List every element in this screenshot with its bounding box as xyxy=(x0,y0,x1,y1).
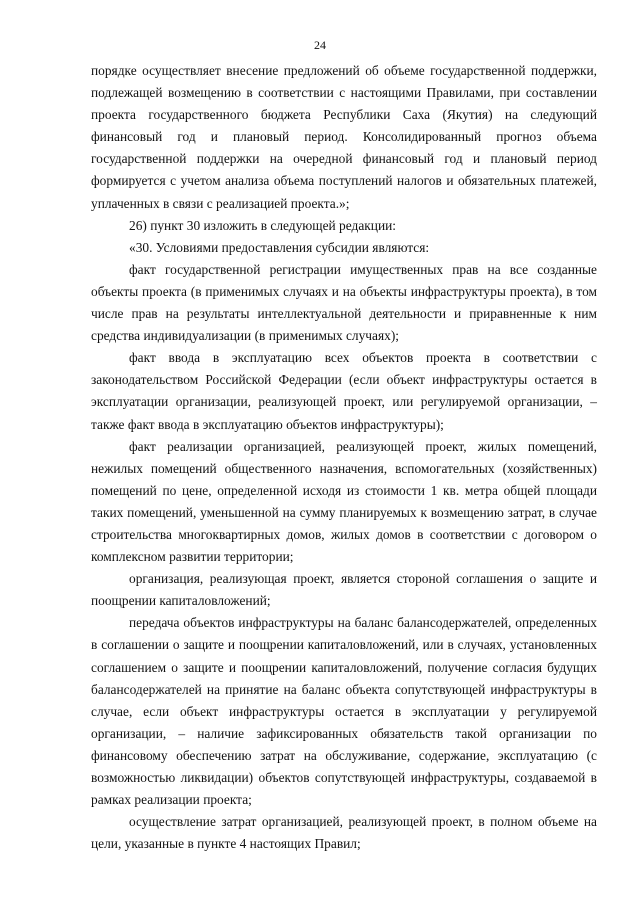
document-body xyxy=(91,60,597,855)
paragraph-3: «30. Условиями предоставления субсидии являются: xyxy=(129,239,430,255)
page-number: 24 xyxy=(314,38,326,52)
paragraph-7: организация, реализующая проект, является стороной соглашения о защите и поощрении капиталовложений; xyxy=(91,571,597,609)
paragraph-8: передача объектов инфраструктуры на баланс балансодержателей, определенных в соглашении о защите и поощрении капиталовложений, или в случаях, установленных соглашением о защите и поощрении капиталовложений, получение согласия будущих балансодержателей на принятие на баланс объекта сопутствующей инфраструктуры в случае, если объект инфраструктуры остается в эксплуатации у регулируемой организации, – наличие зафиксированных обязательств такой организации по финансовому обеспечению затрат на обслуживание, содержание, эксплуатацию (с возможностью ликвидации) объектов сопутствующей инфраструктуры, создаваемой в рамках реализации проекта; xyxy=(91,615,597,808)
paragraph-5: факт ввода в эксплуатацию всех объектов проекта в соответствии с законодательством Российской Федерации (если объект инфраструктуры остается в эксплуатации организации, реализующей проект, или регулируемой организации, – также факт ввода в эксплуатацию объектов инфраструктуры); xyxy=(91,350,597,432)
paragraph-4: факт государственной регистрации имущественных прав на все созданные объекты проекта (в применимых случаях и на объекты инфраструктуры проекта), в том числе прав на результаты интеллектуальной деятельности и приравненные к ним средства индивидуализации (в применимых случаях); xyxy=(91,261,597,344)
paragraph-9: осуществление затрат организацией, реализующей проект, в полном объеме на цели, указанные в пункте 4 настоящих Правил; xyxy=(91,814,597,852)
paragraph-6: факт реализации организацией, реализующей проект, жилых помещений, нежилых помещений общественного назначения, вспомогательных (хозяйственных) помещений по цене, определенной исходя из стоимости 1 кв. метра общей площади таких помещений, уменьшенной на сумму планируемых к возмещению затрат, в случае строительства многоквартирных домов, жилых домов в соответствии с договором о комплексном развитии территории; xyxy=(91,438,597,565)
paragraph-2: 26) пункт 30 изложить в следующей редакции: xyxy=(129,217,397,233)
paragraph-1: порядке осуществляет внесение предложений об объеме государственной поддержки, подлежащей возмещению в соответствии с настоящими Правилами, при составлении проекта государственного бюджета Республики Саха (Якутия) на следующий финансовый год и плановый период. Консолидированный прогноз объема государственной поддержки на очередной финансовый год и плановый период формируется с учетом анализа объема поступлений налогов и обязательных платежей, уплаченных в связи с реализацией проекта.»; xyxy=(91,63,597,211)
